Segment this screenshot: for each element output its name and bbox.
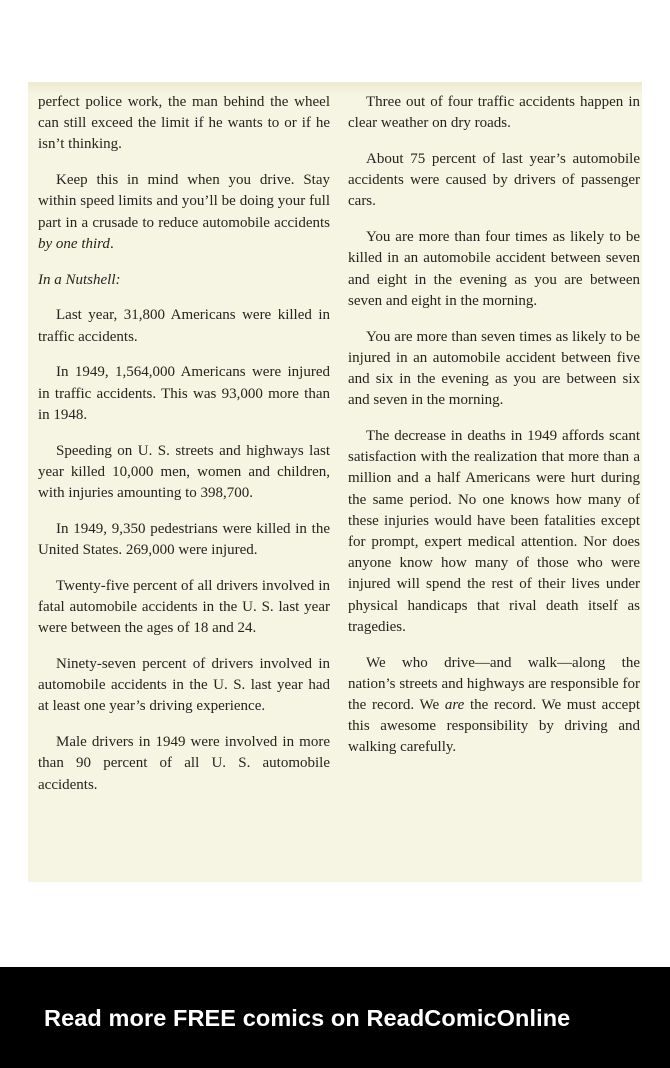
left-paragraph-5: Speeding on U. S. streets and highways last year killed 10,000 men, women and children, with injuries amounting to 398,700. (38, 442, 330, 502)
left-paragraph-2-text: Keep this in mind when you drive. Stay within speed limits and you’ll be doing your full part in a crusade to reduce automobile accidents (38, 172, 330, 231)
left-paragraph-2-end: . (109, 235, 114, 252)
left-paragraph-2 (38, 170, 330, 255)
right-paragraph-4: You are more than seven times as likely to be injured in an automobile accident between five and six in the evening as you are between six and seven in the morning. (348, 328, 640, 409)
right-paragraph-6-text: We who drive—and walk—along the nation’s streets and highways are responsible for the record. We (348, 654, 640, 714)
footer-banner (0, 967, 670, 1068)
left-paragraph-4: In 1949, 1,564,000 Americans were injured in traffic accidents. This was 93,000 more than in 1948. (38, 364, 330, 423)
left-paragraph-8: Ninety-seven percent of drivers involved in automobile accidents in the U. S. last year had at least one year’s driving experience. (38, 656, 330, 715)
right-paragraph-6-emphasis: are (444, 697, 465, 714)
footer-link[interactable]: Read more FREE comics on ReadComicOnline (44, 1005, 571, 1031)
left-paragraph-3: Last year, 31,800 Americans were killed in traffic accidents. (38, 307, 330, 345)
right-column (348, 92, 640, 773)
left-paragraph-2-emphasis: by one third (38, 235, 110, 252)
right-paragraph-5: The decrease in deaths in 1949 affords scant satisfaction with the realization that more than a million and a half Americans were hurt during the same period. No one knows how many of these injuries would have been fatalities except for prompt, expert medical attention. Nor does anyone know how many of those who were injured will spend the rest of their lives under physical handicaps that rival death itself as tragedies. (348, 428, 640, 635)
left-paragraph-1: perfect police work, the man behind the wheel can still exceed the limit if he wants to or if he isn’t thinking. (38, 94, 330, 153)
left-paragraph-6: In 1949, 9,350 pedestrians were killed in the United States. 269,000 were injured. (38, 520, 330, 559)
article-page (28, 82, 642, 882)
left-paragraph-9: Male drivers in 1949 were involved in more than 90 percent of all U. S. automobile accidents. (38, 734, 330, 793)
right-paragraph-2: About 75 percent of last year’s automobile accidents were caused by drivers of passenger cars. (348, 151, 640, 210)
left-paragraph-7: Twenty-five percent of all drivers involved in fatal automobile accidents in the U. S. last year were between the ages of 18 and 24. (38, 577, 330, 637)
nutshell-heading: In a Nutshell: (38, 271, 121, 288)
right-paragraph-6-end: the record. We must accept this awesome responsibility by driving and walking carefully. (348, 697, 640, 756)
right-paragraph-6 (348, 653, 640, 759)
right-paragraph-3: You are more than four times as likely to be killed in an automobile accident between seven and eight in the evening as you are between seven and eight in the morning. (348, 229, 640, 309)
right-paragraph-1: Three out of four traffic accidents happen in clear weather on dry roads. (348, 94, 640, 132)
left-column (38, 92, 330, 810)
